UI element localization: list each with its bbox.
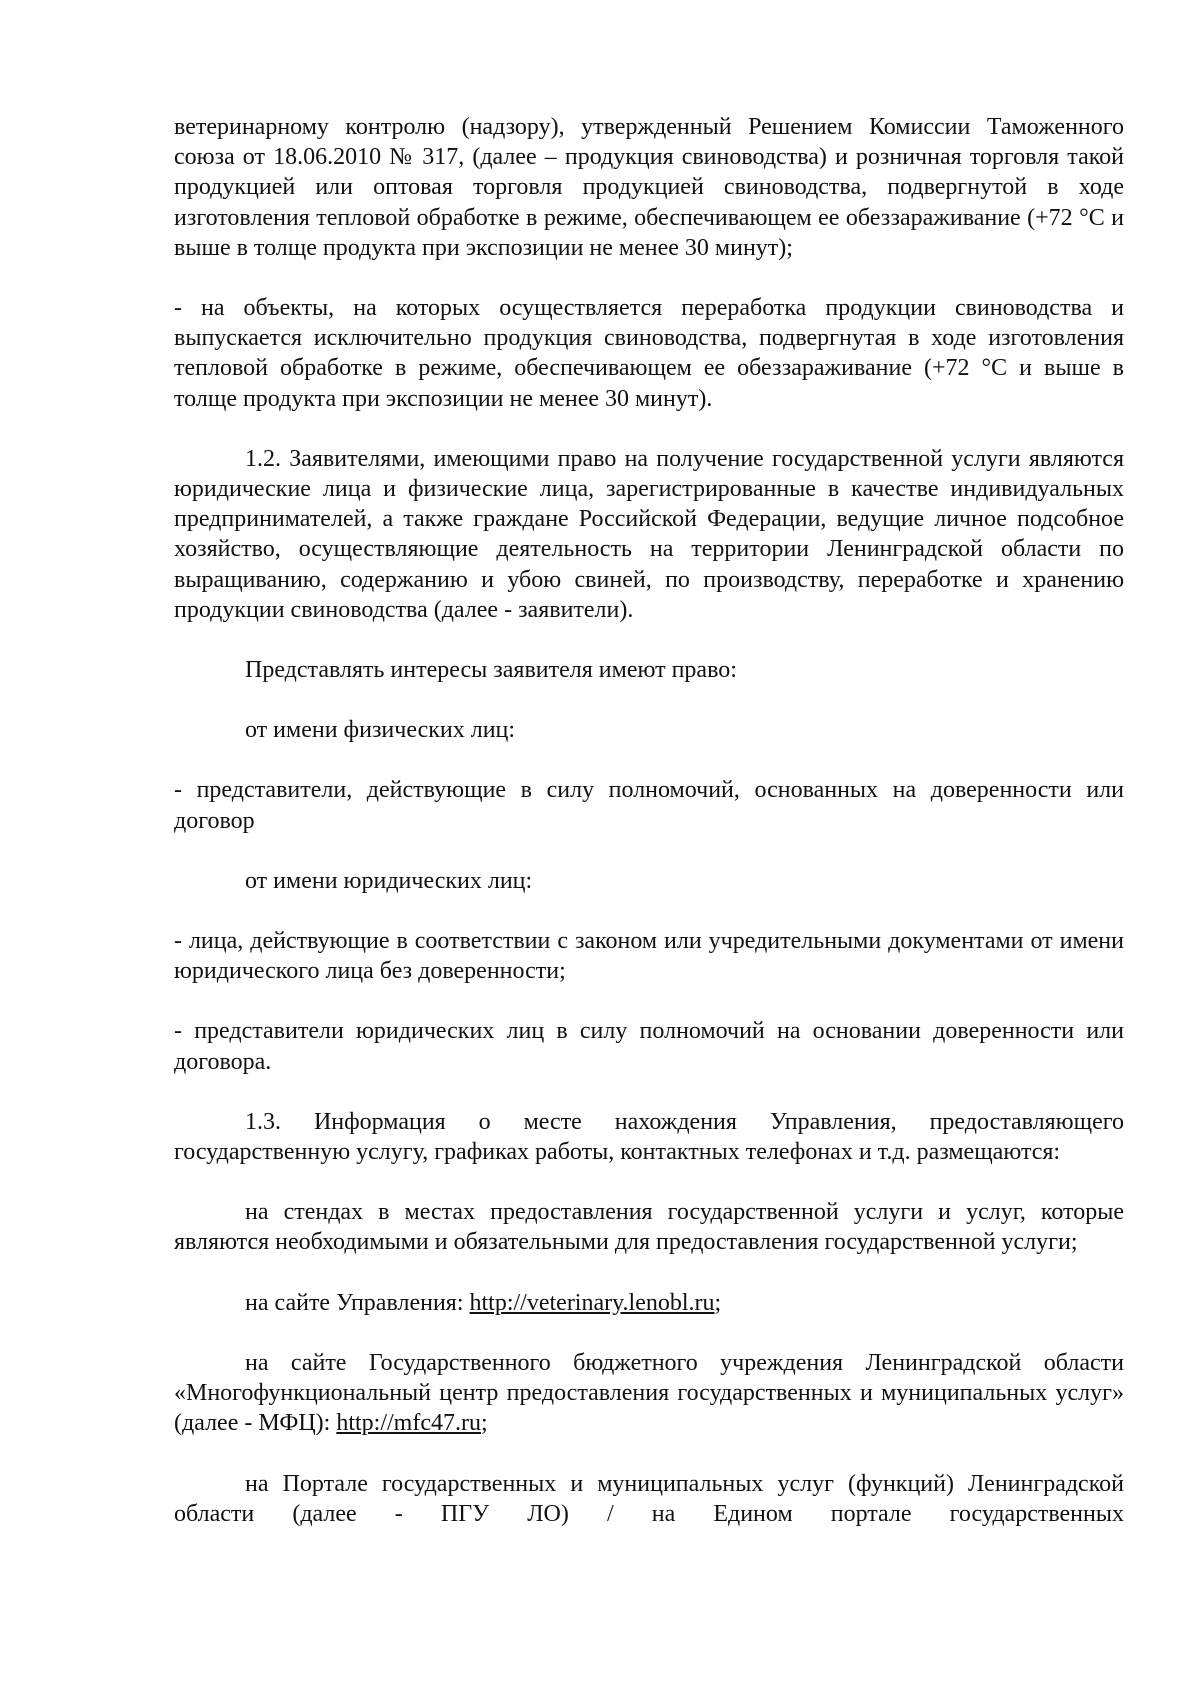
mfc-site-suffix: ; — [480, 1410, 488, 1437]
department-site-suffix: ; — [714, 1289, 722, 1316]
department-site-link[interactable]: http://veterinary.lenobl.ru — [469, 1289, 715, 1316]
paragraph-legal-entity-representatives: - представители юридических лиц в силу полномочий на основании доверенности или договора. — [174, 1018, 1124, 1075]
mfc-site-text: на сайте Государственного бюджетного учреждения Ленинградской области «Многофункциональный центр предоставления государственных и муниципальных услуг» (далее - МФЦ): — [174, 1349, 1124, 1437]
paragraph-pork-products: ветеринарному контролю (надзору), утвержденный Решением Комиссии Таможенного союза от 18.06.2010 № 317, (далее – продукция свиноводства) и розничная торговля такой продукцией или оптовая торговля продукцией свиноводства, подвергнутой в ходе изготовления тепловой обработке в режиме, обеспечивающем ее обеззараживание (+72 °С и выше в толще продукта при экспозиции не менее 30 минут); — [174, 114, 1124, 261]
paragraph-individual-representatives: - представители, действующие в силу полномочий, основанных на доверенности или договор — [174, 777, 1124, 834]
document-page — [174, 112, 1124, 1559]
paragraph-portal: на Портале государственных и муниципальных услуг (функций) Ленинградской области (далее - ПГУ ЛО) / на Едином портале государственных — [174, 1470, 1124, 1527]
paragraph-applicants: 1.2. Заявителями, имеющими право на получение государственной услуги являются юридические лица и физические лица, зарегистрированные в качестве индивидуальных предпринимателей, а также граждане Российской Федерации, ведущие личное подсобное хозяйство, осуществляющие деятельность на территории Ленинградской области по выращиванию, содержанию и убою свиней, по производству, переработке и хранению продукции свиноводства (далее - заявители). — [174, 445, 1124, 623]
mfc-site-link[interactable]: http://mfc47.ru — [336, 1410, 481, 1437]
paragraph-legal-entity-persons: - лица, действующие в соответствии с законом или учредительными документами от имени юридического лица без доверенности; — [174, 928, 1124, 985]
paragraph-processing-objects: - на объекты, на которых осуществляется переработка продукции свиноводства и выпускается исключительно продукция свиноводства, подвергнутая в ходе изготовления тепловой обработке в режиме, обеспечивающем ее обеззараживание (+72 °С и выше в толще продукта при экспозиции не менее 30 минут). — [174, 295, 1124, 412]
paragraph-legal-entities-heading: от имени юридических лиц: — [245, 867, 533, 894]
paragraph-individuals-heading: от имени физических лиц: — [245, 717, 516, 744]
paragraph-department-site — [174, 1288, 1124, 1318]
department-site-text: на сайте Управления: — [245, 1289, 470, 1316]
paragraph-mfc-site — [174, 1348, 1124, 1439]
paragraph-representatives-intro: Представлять интересы заявителя имеют право: — [245, 657, 737, 684]
paragraph-info-stands: на стендах в местах предоставления государственной услуги и услуг, которые являются необходимыми и обязательными для предоставления государственной услуги; — [174, 1199, 1124, 1256]
paragraph-information-location: 1.3. Информация о месте нахождения Управления, предоставляющего государственную услугу, графиках работы, контактных телефонах и т.д. размещаются: — [174, 1108, 1124, 1166]
